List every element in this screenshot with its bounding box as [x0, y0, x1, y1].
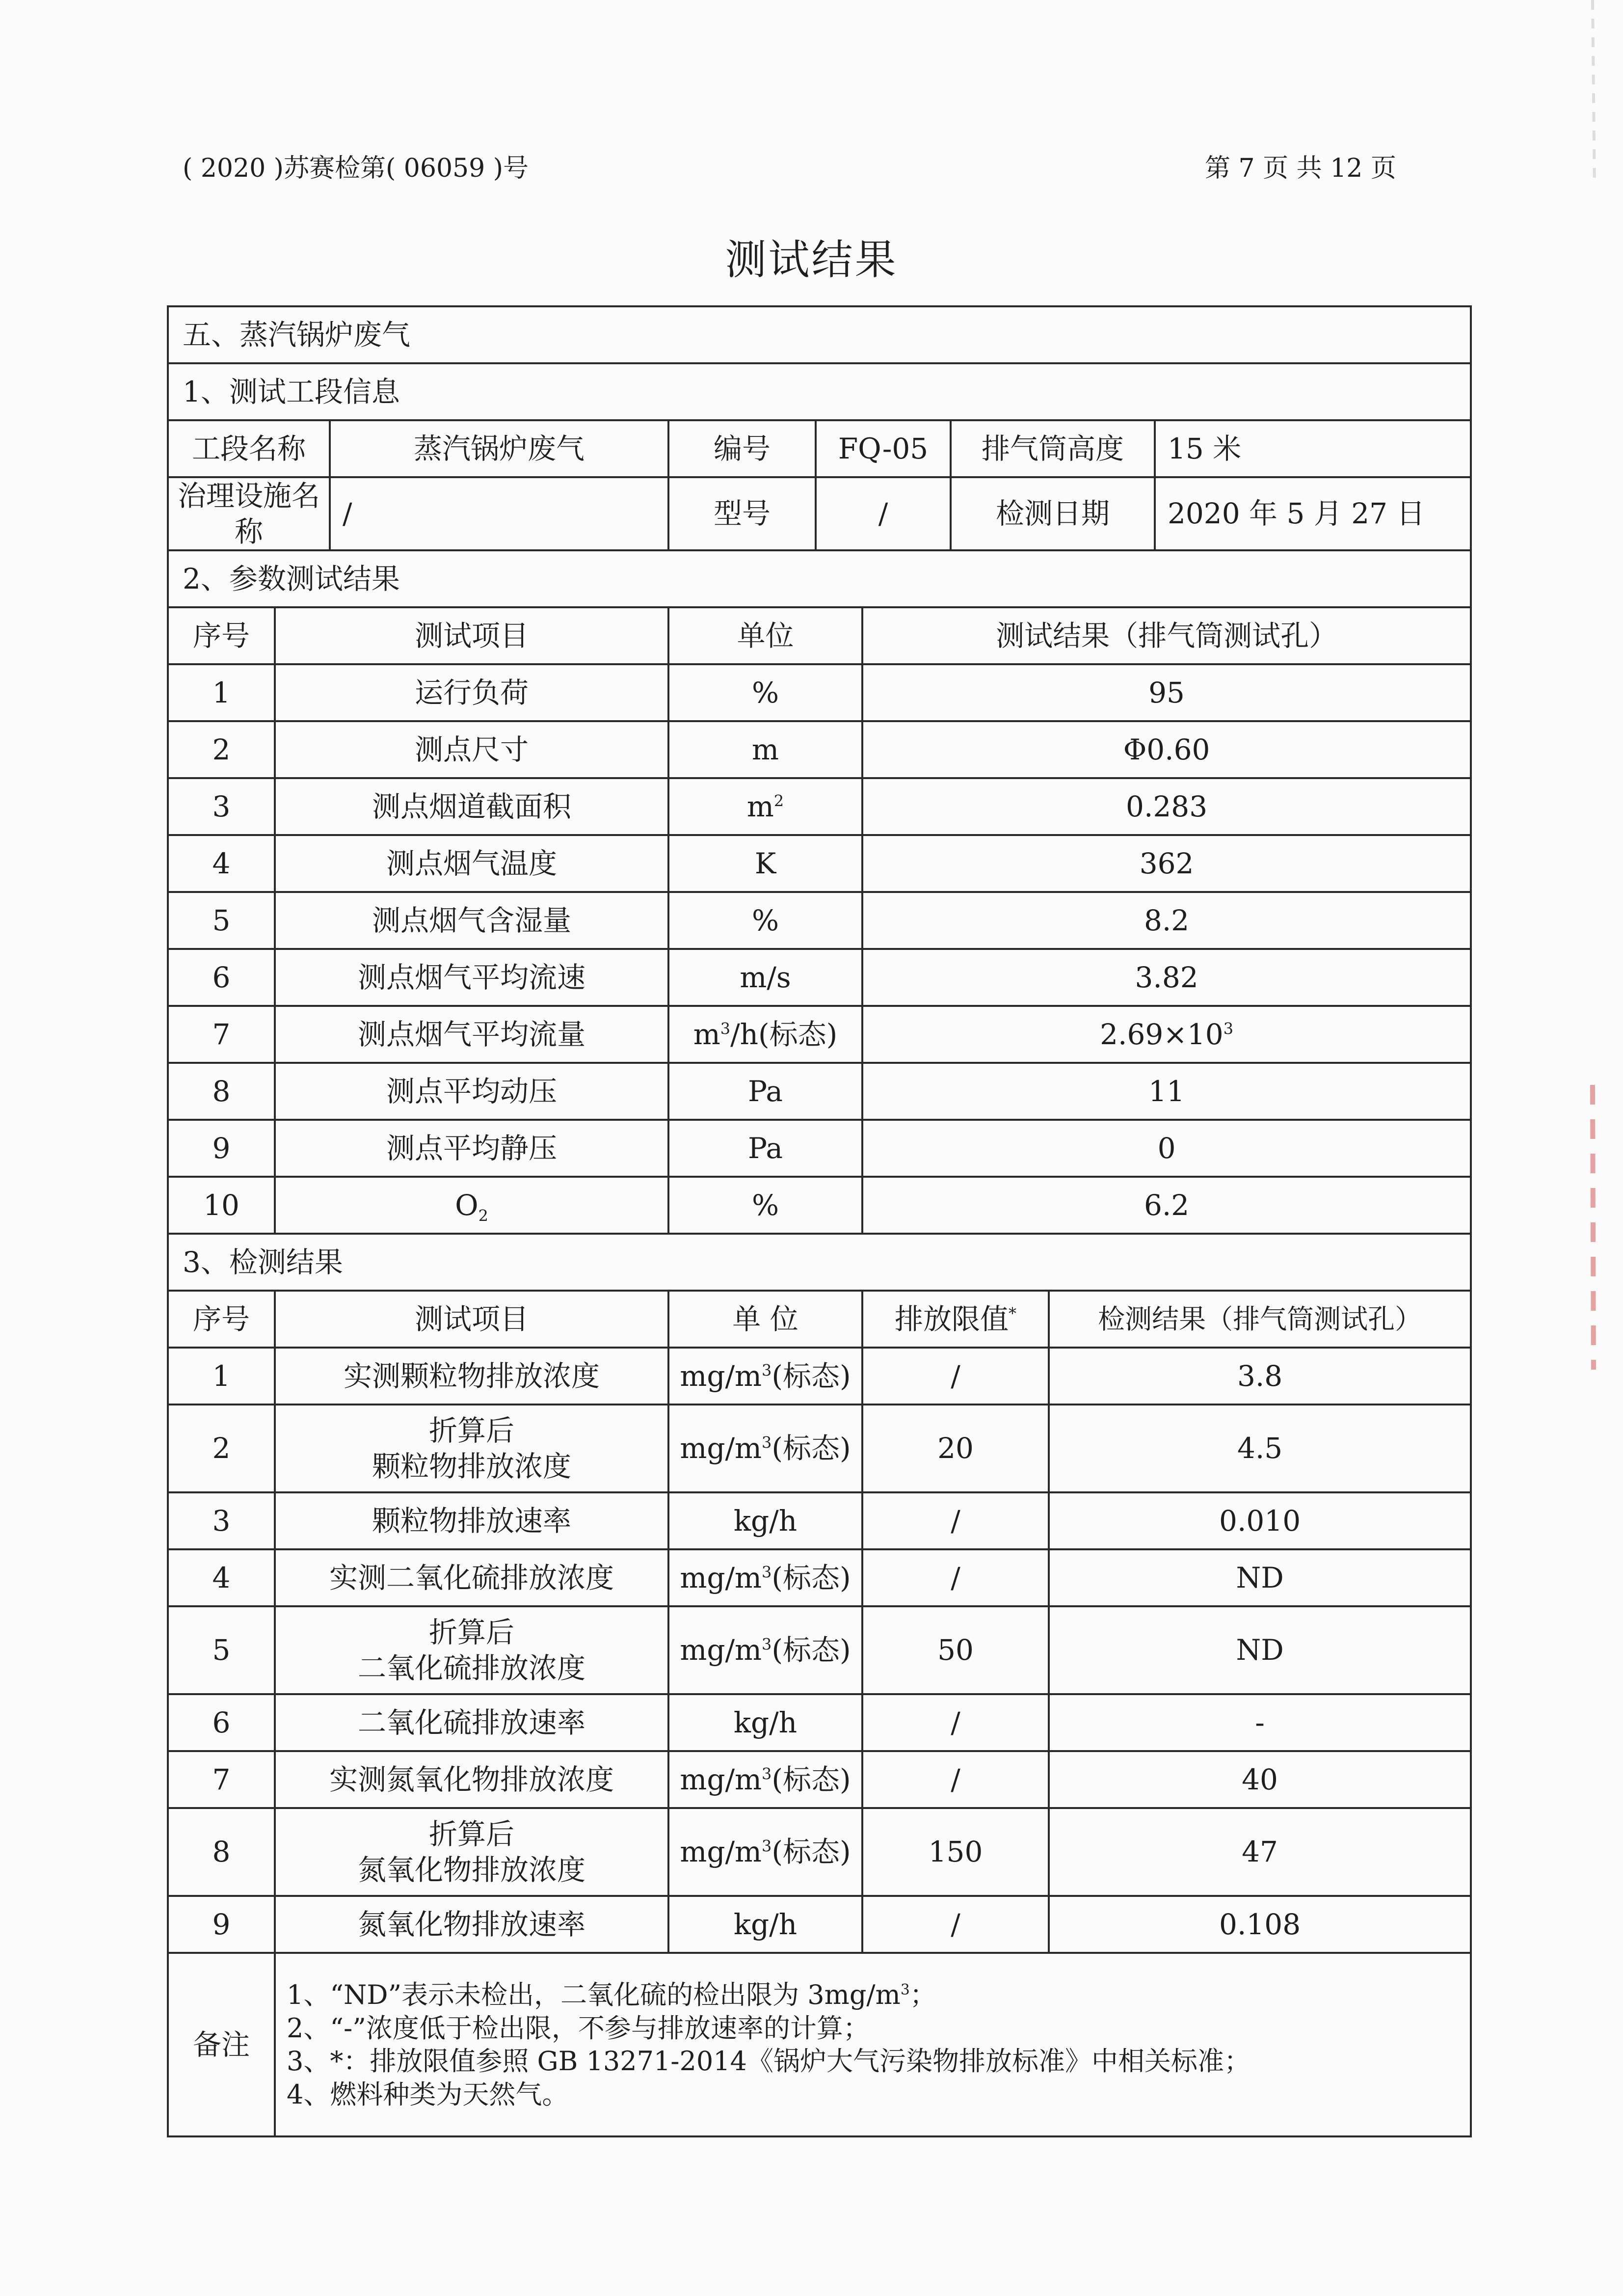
param-unit: m/s — [668, 949, 862, 1006]
detect-limit: / — [862, 1549, 1049, 1606]
detect-row — [168, 1808, 1471, 1896]
page-title: 测试结果 — [725, 236, 898, 284]
param-result: Φ0.60 — [862, 721, 1471, 778]
name-value: 蒸汽锅炉废气 — [330, 420, 668, 477]
code-label: 编号 — [668, 420, 816, 477]
detect-limit: / — [862, 1694, 1049, 1751]
detect-limit: 50 — [862, 1606, 1049, 1694]
page-info: 第 7 页 共 12 页 — [1205, 154, 1396, 183]
note-2: 2、“-”浓度低于检出限，不参与排放速率的计算； — [287, 2012, 870, 2044]
param-unit: m — [668, 721, 862, 778]
model-label: 型号 — [668, 477, 816, 550]
height-value: 15 米 — [1155, 420, 1471, 477]
detect-header-item: 测试项目 — [275, 1291, 668, 1348]
detect-row — [168, 1896, 1471, 1953]
detect-item: 实测颗粒物排放浓度 — [275, 1348, 668, 1405]
param-unit: % — [668, 1177, 862, 1234]
detect-result: 47 — [1049, 1808, 1471, 1896]
param-result: 8.2 — [862, 892, 1471, 949]
date-label: 检测日期 — [951, 477, 1155, 550]
param-unit: K — [668, 835, 862, 892]
detect-header-result: 检测结果（排气筒测试孔） — [1049, 1291, 1471, 1348]
detect-header-unit: 单 位 — [668, 1291, 862, 1348]
detect-item: 颗粒物排放速率 — [275, 1492, 668, 1549]
detect-no: 3 — [168, 1492, 275, 1549]
detect-limit: 20 — [862, 1405, 1049, 1492]
note-4: 4、燃料种类为天然气。 — [287, 2079, 569, 2110]
params-header-result: 测试结果（排气筒测试孔） — [862, 607, 1471, 664]
params-row — [168, 949, 1471, 1006]
detect-row — [168, 1694, 1471, 1751]
params-header-row — [168, 607, 1471, 664]
params-row — [168, 1177, 1471, 1234]
detect-unit: $mg/m^3$(标态) — [668, 1348, 862, 1405]
param-item: 测点烟气平均流量 — [275, 1006, 668, 1063]
param-unit: Pa — [668, 1120, 862, 1177]
param-result: 95 — [862, 664, 1471, 721]
info-row-1 — [168, 420, 1471, 477]
detect-no: 8 — [168, 1808, 275, 1896]
detect-item: 实测二氧化硫排放浓度 — [275, 1549, 668, 1606]
detect-limit: / — [862, 1896, 1049, 1953]
detect-no: 2 — [168, 1405, 275, 1492]
detect-row — [168, 1751, 1471, 1808]
param-item: $O_2$ — [275, 1177, 668, 1234]
results-table — [167, 305, 1472, 2137]
height-label: 排气筒高度 — [951, 420, 1155, 477]
detect-header-limit: 排放限值* — [862, 1291, 1049, 1348]
detect-result: ND — [1049, 1549, 1471, 1606]
param-unit: $m^3/h$(标态) — [668, 1006, 862, 1063]
detect-result: 0.010 — [1049, 1492, 1471, 1549]
param-result: $2.69\times 10^3$ — [862, 1006, 1471, 1063]
params-row — [168, 1006, 1471, 1063]
params-row — [168, 835, 1471, 892]
param-no: 2 — [168, 721, 275, 778]
detect-unit: $mg/m^3$(标态) — [668, 1606, 862, 1694]
detect-unit: $mg/m^3$(标态) — [668, 1405, 862, 1492]
detect-no: 4 — [168, 1549, 275, 1606]
detect-limit: / — [862, 1348, 1049, 1405]
detect-item: 二氧化硫排放速率 — [275, 1694, 668, 1751]
detect-no: 6 — [168, 1694, 275, 1751]
name-label: 工段名称 — [168, 420, 330, 477]
detect-row — [168, 1348, 1471, 1405]
code-value: FQ-05 — [816, 420, 951, 477]
detect-limit: / — [862, 1492, 1049, 1549]
param-no: 10 — [168, 1177, 275, 1234]
param-unit: $m^2$ — [668, 778, 862, 835]
param-result: 0.283 — [862, 778, 1471, 835]
params-row — [168, 1063, 1471, 1120]
section-title: 五、蒸汽锅炉废气 — [168, 306, 1471, 363]
param-no: 9 — [168, 1120, 275, 1177]
params-row — [168, 664, 1471, 721]
params-row — [168, 721, 1471, 778]
detect-unit: kg/h — [668, 1694, 862, 1751]
margin-mark — [1584, 0, 1603, 187]
notes-row — [168, 1953, 1471, 2136]
date-value: 2020 年 5 月 27 日 — [1155, 477, 1471, 550]
params-row — [168, 892, 1471, 949]
detect-row — [168, 1492, 1471, 1549]
detect-result: 0.108 — [1049, 1896, 1471, 1953]
detect-no: 5 — [168, 1606, 275, 1694]
detect-row — [168, 1549, 1471, 1606]
detect-item: 氮氧化物排放速率 — [275, 1896, 668, 1953]
param-item: 测点平均静压 — [275, 1120, 668, 1177]
model-value: / — [816, 477, 951, 550]
params-header-no: 序号 — [168, 607, 275, 664]
param-result: 6.2 — [862, 1177, 1471, 1234]
param-item: 测点烟气含湿量 — [275, 892, 668, 949]
detect-item: 实测氮氧化物排放浓度 — [275, 1751, 668, 1808]
stamp-mark — [1583, 1080, 1602, 1375]
detect-unit: kg/h — [668, 1896, 862, 1953]
param-unit: % — [668, 664, 862, 721]
param-item: 测点平均动压 — [275, 1063, 668, 1120]
params-row — [168, 1120, 1471, 1177]
param-item: 测点烟气平均流速 — [275, 949, 668, 1006]
report-number: ( 2020 )苏赛检第( 06059 )号 — [183, 154, 529, 183]
detect-item: 折算后 二氧化硫排放浓度 — [275, 1606, 668, 1694]
detect-item: 折算后 氮氧化物排放浓度 — [275, 1808, 668, 1896]
param-no: 8 — [168, 1063, 275, 1120]
detect-item: 折算后 颗粒物排放浓度 — [275, 1405, 668, 1492]
facility-value: / — [330, 477, 668, 550]
param-result: 3.82 — [862, 949, 1471, 1006]
params-header-item: 测试项目 — [275, 607, 668, 664]
param-no: 5 — [168, 892, 275, 949]
detect-row — [168, 1606, 1471, 1694]
params-header-unit: 单位 — [668, 607, 862, 664]
detect-result: - — [1049, 1694, 1471, 1751]
detect-no: 7 — [168, 1751, 275, 1808]
param-item: 测点烟道截面积 — [275, 778, 668, 835]
notes-label: 备注 — [168, 1953, 275, 2136]
detect-result: ND — [1049, 1606, 1471, 1694]
params-row — [168, 778, 1471, 835]
note-3: 3、*：排放限值参照 GB 13271-2014《锅炉大气污染物排放标准》中相关标准； — [287, 2046, 1251, 2077]
detect-heading: 3、检测结果 — [168, 1234, 1471, 1291]
detect-result: 40 — [1049, 1751, 1471, 1808]
detect-limit: / — [862, 1751, 1049, 1808]
param-item: 测点烟气温度 — [275, 835, 668, 892]
detect-unit: $mg/m^3$(标态) — [668, 1549, 862, 1606]
detect-result: 3.8 — [1049, 1348, 1471, 1405]
detect-header-no: 序号 — [168, 1291, 275, 1348]
info-row-2 — [168, 477, 1471, 550]
params-heading: 2、参数测试结果 — [168, 550, 1471, 607]
detect-no: 1 — [168, 1348, 275, 1405]
param-item: 运行负荷 — [275, 664, 668, 721]
detect-result: 4.5 — [1049, 1405, 1471, 1492]
param-no: 7 — [168, 1006, 275, 1063]
param-unit: Pa — [668, 1063, 862, 1120]
detect-no: 9 — [168, 1896, 275, 1953]
param-no: 3 — [168, 778, 275, 835]
param-no: 6 — [168, 949, 275, 1006]
detect-unit: kg/h — [668, 1492, 862, 1549]
notes-content — [275, 1953, 1471, 2136]
param-no: 4 — [168, 835, 275, 892]
param-no: 1 — [168, 664, 275, 721]
detect-header-row — [168, 1291, 1471, 1348]
param-result: 0 — [862, 1120, 1471, 1177]
detect-row — [168, 1405, 1471, 1492]
param-result: 362 — [862, 835, 1471, 892]
note-1: 1、“ND”表示未检出，二氧化硫的检出限为 $3mg/m^3$； — [287, 1979, 936, 2010]
detect-unit: $mg/m^3$(标态) — [668, 1808, 862, 1896]
facility-label: 治理设施名称 — [168, 477, 330, 550]
param-result: 11 — [862, 1063, 1471, 1120]
param-unit: % — [668, 892, 862, 949]
detect-limit: 150 — [862, 1808, 1049, 1896]
info-heading: 1、测试工段信息 — [168, 363, 1471, 420]
param-item: 测点尺寸 — [275, 721, 668, 778]
detect-unit: $mg/m^3$(标态) — [668, 1751, 862, 1808]
